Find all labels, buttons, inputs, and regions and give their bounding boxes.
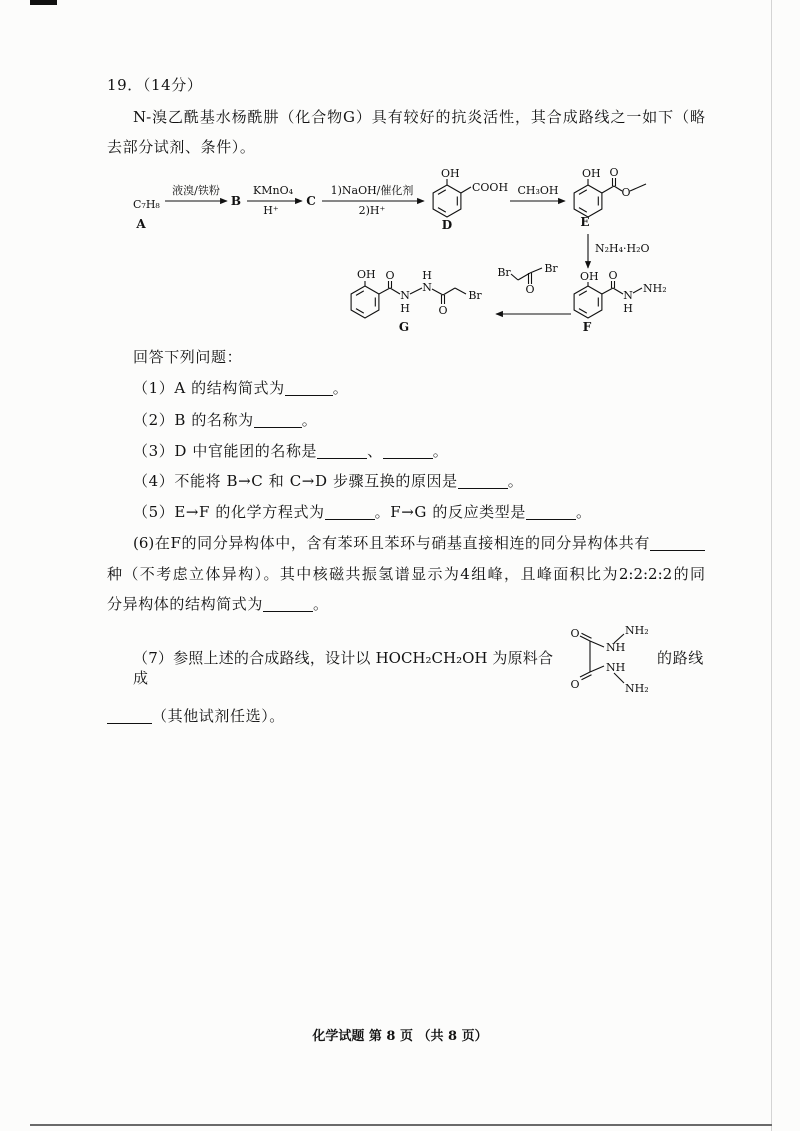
bond <box>614 673 624 683</box>
target-nh2-top: NH₂ <box>625 624 649 637</box>
question-5 <box>133 502 592 522</box>
question-3-end: 。 <box>432 442 449 460</box>
answer-blank-q5-b[interactable] <box>526 503 576 520</box>
scan-edge-bottom <box>30 1124 772 1126</box>
question-1-text: （1）A 的结构简式为 <box>133 379 285 397</box>
bond <box>602 288 613 294</box>
benzene-ring-double-bond <box>438 190 446 195</box>
compound-g-n-lower: N <box>400 289 410 302</box>
target-structure-oxalyl-dihydrazide <box>560 618 660 700</box>
bond <box>390 288 400 294</box>
question-6-line-1 <box>133 533 705 553</box>
answer-blank-q2[interactable] <box>254 411 302 428</box>
reagent-f-g-br-left: Br <box>497 266 511 279</box>
question-6-end: 。 <box>313 595 329 613</box>
intro-line-1: N-溴乙酰基水杨酰肼（化合物G）具有较好的抗炎活性，其合成路线之一如下（略 <box>133 108 705 126</box>
compound-d-benzene-ring <box>433 185 461 217</box>
benzene-ring-double-bond <box>579 291 587 296</box>
answer-blank-q1[interactable] <box>285 379 333 396</box>
bond <box>613 288 623 294</box>
question-6-line-3 <box>107 594 329 614</box>
compound-e-carbonyl-o: O <box>609 166 619 179</box>
bond <box>432 289 443 295</box>
benzene-ring-double-bond <box>579 190 587 195</box>
bond <box>602 186 614 193</box>
compound-g-br: Br <box>468 289 482 302</box>
compound-g-h-lower: H <box>400 302 410 315</box>
question-5-text: （5）E→F 的化学方程式为 <box>133 503 325 521</box>
bond <box>461 187 471 193</box>
question-2-end: 。 <box>301 411 318 429</box>
compound-f-n-h: H <box>623 302 633 315</box>
compound-f-carbonyl-o: O <box>608 269 618 282</box>
question-4 <box>133 471 523 491</box>
benzene-ring-outline <box>351 286 379 318</box>
bond-methyl <box>630 184 646 191</box>
question-6-line-2: 种（不考虑立体异构）。其中核磁共振氢谱显示为4组峰，且峰面积比为2:2:2:2的同 <box>107 565 705 583</box>
compound-f-label: F <box>582 320 592 334</box>
compound-b-label: B <box>230 194 242 208</box>
reagent-e-f: N₂H₄·H₂O <box>595 242 650 255</box>
page-footer: 化学试题 第 8 页 （共 8 页） <box>312 1029 488 1044</box>
compound-g-o-top: O <box>385 269 395 282</box>
compound-c-label: C <box>306 194 316 208</box>
compound-f-oh: OH <box>580 270 599 283</box>
benzene-ring-outline <box>574 286 602 318</box>
compound-g-oh: OH <box>357 268 376 281</box>
target-nh2-bottom: NH₂ <box>625 682 649 695</box>
reagent-d-e: CH₃OH <box>517 184 559 197</box>
compound-f-benzene-ring <box>574 286 602 318</box>
compound-a-formula: C₇H₈ <box>133 198 160 211</box>
answer-blank-q5-a[interactable] <box>325 503 375 520</box>
bond <box>590 666 604 672</box>
compound-e-label: E <box>580 215 590 229</box>
bond <box>443 288 455 295</box>
reagent-f-g-br-right: Br <box>544 262 558 275</box>
question-4-text: （4）不能将 B→C 和 C→D 步骤互换的原因是 <box>133 472 458 490</box>
question-5-end: 。 <box>575 503 592 521</box>
answer-blank-q6-a[interactable] <box>650 534 705 551</box>
compound-e-ester-o: O <box>621 186 631 199</box>
question-6-text-1: (6)在F的同分异构体中，含有苯环且苯环与硝基直接相连的同分异构体共有 <box>133 534 650 552</box>
bond <box>511 274 518 280</box>
compound-d-cooh: COOH <box>472 181 509 194</box>
question-1 <box>133 378 348 398</box>
reagent-a-b: 液溴/铁粉 <box>172 184 220 197</box>
benzene-ring-double-bond <box>438 208 446 213</box>
benzene-ring-double-bond <box>356 291 364 296</box>
compound-g-o-bottom: O <box>438 304 448 317</box>
bond <box>590 641 604 647</box>
compound-f-nh2: NH₂ <box>643 282 667 295</box>
bond <box>410 288 422 294</box>
reagent-b-c-below: H⁺ <box>263 204 279 217</box>
question-6-text-3: 分异构体的结构简式为 <box>107 595 264 613</box>
intro-line-2: 去部分试剂、条件）。 <box>107 138 256 156</box>
question-3-separator: 、 <box>367 442 383 460</box>
question-3 <box>133 441 448 461</box>
question-3-text: （3）D 中官能团的名称是 <box>133 442 318 460</box>
question-5-middle: 。F→G 的反应类型是 <box>374 503 526 521</box>
compound-g-benzene-ring <box>351 286 379 318</box>
question-2-text: （2）B 的名称为 <box>133 411 254 429</box>
compound-a-label: A <box>136 217 146 231</box>
question-7-route-suffix: 的路线 <box>657 649 704 667</box>
bond <box>455 288 466 294</box>
benzene-ring-outline <box>433 185 461 217</box>
compound-e-oh: OH <box>582 167 601 180</box>
bond <box>379 288 390 294</box>
question-7-text: （7）参照上述的合成路线，设计以 HOCH₂CH₂OH 为原料合成 <box>133 649 553 687</box>
bond <box>633 288 642 293</box>
compound-g-h-upper: H <box>422 269 432 282</box>
reagent-f-g-o: O <box>525 283 535 296</box>
question-4-end: 。 <box>507 472 524 490</box>
reagent-b-c-above: KMnO₄ <box>253 184 293 197</box>
bond <box>530 268 542 273</box>
question-number: 19．（14分） <box>107 76 203 94</box>
questions-prompt: 回答下列问题： <box>133 348 243 366</box>
question-7-note: （其他试剂任选）。 <box>152 707 285 725</box>
answer-blank-q7[interactable] <box>107 707 152 724</box>
compound-d-label: D <box>441 218 453 232</box>
target-o-bottom: O <box>570 678 580 691</box>
answer-blank-q4[interactable] <box>458 472 508 489</box>
benzene-ring-double-bond <box>579 309 587 314</box>
compound-g-n-upper: N <box>422 281 432 294</box>
compound-e-benzene-ring <box>574 185 602 217</box>
answer-blank-q3-b[interactable] <box>383 442 433 459</box>
answer-blank-q3-a[interactable] <box>317 442 367 459</box>
target-nh-top: NH <box>606 641 626 654</box>
compound-f-n: N <box>623 289 633 302</box>
synthesis-scheme <box>0 0 800 360</box>
compound-d-oh: OH <box>441 167 460 180</box>
reagent-c-d-above: 1)NaOH/催化剂 <box>330 184 414 197</box>
reagent-c-d-below: 2)H⁺ <box>358 204 386 217</box>
question-7-line-2 <box>107 706 285 726</box>
target-o-top: O <box>570 627 580 640</box>
answer-blank-q6-b[interactable] <box>263 595 313 612</box>
benzene-ring-double-bond <box>356 309 364 314</box>
target-nh-bottom: NH <box>606 661 626 674</box>
compound-g-label: G <box>398 320 410 334</box>
benzene-ring-outline <box>574 185 602 217</box>
benzene-ring-double-bond <box>579 208 587 213</box>
question-2 <box>133 410 317 430</box>
question-1-end: 。 <box>332 379 349 397</box>
